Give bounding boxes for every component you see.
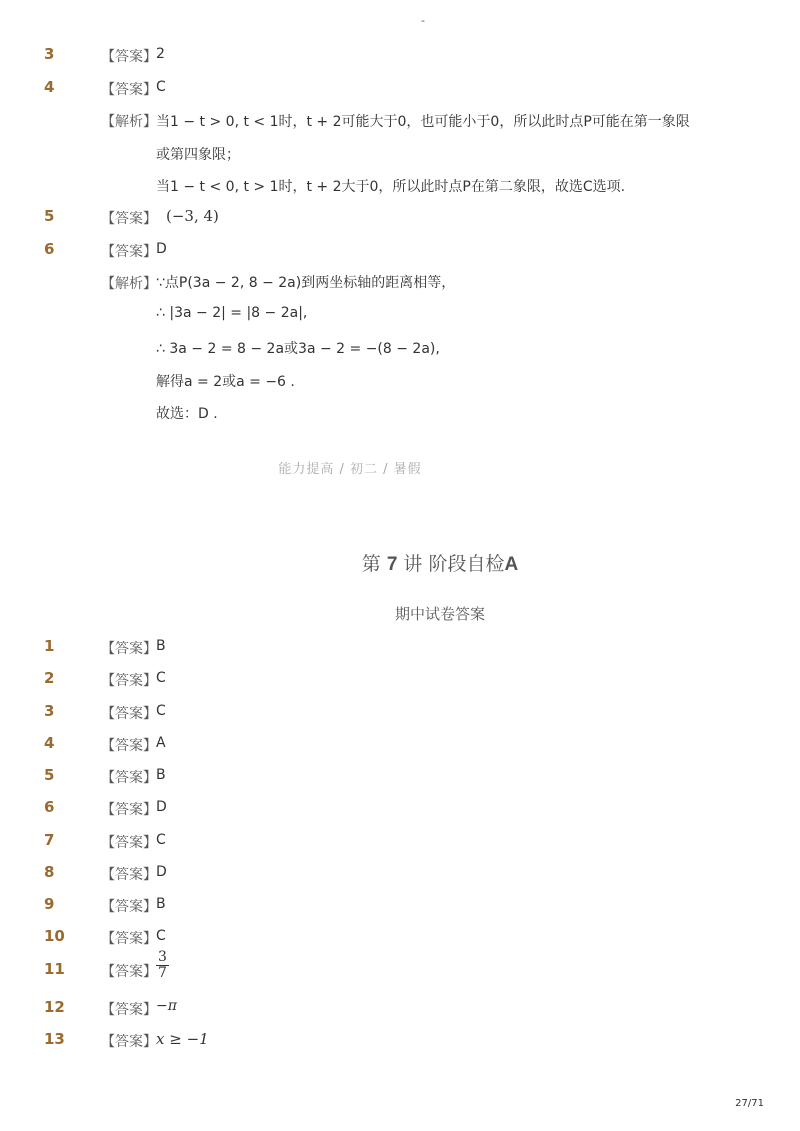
breadcrumb: 能力提高 / 初二 / 暑假 — [278, 462, 422, 477]
question-number: 3 — [44, 45, 55, 63]
answer-value: x ≥ −1 — [156, 1030, 209, 1048]
analysis-line: 当1 − t > 0, t < 1时，t + 2可能大于0，也可能小于0，所以此时点P可能在第一象限 — [156, 114, 690, 130]
analysis-line: ∴ 3a − 2 = 8 − 2a或3a − 2 = −(8 − 2a), — [156, 341, 440, 357]
analysis-tag: 【解析】 — [101, 276, 157, 292]
question-number: 6 — [44, 798, 55, 816]
answer-value: D — [156, 864, 167, 880]
page-number: 27/71 — [735, 1098, 764, 1109]
answer-value: 2 — [156, 46, 165, 62]
answer-tag: 【答案】 — [101, 1034, 157, 1050]
answer-value: D — [156, 241, 167, 257]
analysis-line: 或第四象限； — [156, 147, 240, 163]
analysis-line: 解得a = 2或a = −6 . — [156, 374, 295, 390]
analysis-line: 故选：D . — [156, 406, 218, 422]
answer-value: B — [156, 638, 166, 654]
answer-value: (−3, 4) — [166, 207, 219, 225]
answer-value: D — [156, 799, 167, 815]
chapter-number: 7 — [386, 554, 398, 575]
answer-tag: 【答案】 — [101, 738, 157, 754]
header-mark: - — [421, 14, 425, 27]
question-number: 7 — [44, 831, 55, 849]
answer-tag: 【答案】 — [101, 82, 157, 98]
answer-value: A — [156, 735, 166, 751]
answer-value: C — [156, 703, 166, 719]
question-number: 8 — [44, 863, 55, 881]
question-number: 3 — [44, 702, 55, 720]
question-number: 6 — [44, 240, 55, 258]
answer-tag: 【答案】 — [101, 641, 157, 657]
question-number: 11 — [44, 960, 65, 978]
question-number: 10 — [44, 927, 65, 945]
answer-value: C — [156, 832, 166, 848]
answer-tag: 【答案】 — [101, 802, 157, 818]
answer-value: B — [156, 896, 166, 912]
answer-tag: 【答案】 — [101, 835, 157, 851]
answer-fraction — [156, 950, 169, 980]
answer-tag: 【答案】 — [101, 211, 157, 227]
answer-tag: 【答案】 — [101, 49, 157, 65]
answer-tag: 【答案】 — [101, 964, 157, 980]
chapter-name: 讲 阶段自检 — [397, 553, 505, 575]
question-number: 2 — [44, 669, 55, 687]
answer-value: −π — [156, 998, 177, 1014]
answer-tag: 【答案】 — [101, 673, 157, 689]
analysis-line: ∴ |3a − 2| = |8 − 2a|, — [156, 305, 308, 321]
analysis-line: 当1 − t < 0, t > 1时，t + 2大于0，所以此时点P在第二象限，故选C选项. — [156, 179, 626, 195]
question-number: 5 — [44, 207, 55, 225]
fraction-denominator: 7 — [158, 964, 167, 981]
chapter-suffix: A — [504, 554, 519, 575]
question-number: 4 — [44, 78, 55, 96]
question-number: 9 — [44, 895, 55, 913]
answer-tag: 【答案】 — [101, 867, 157, 883]
answer-value: C — [156, 670, 166, 686]
chapter-title — [0, 549, 800, 576]
answer-tag: 【答案】 — [101, 931, 157, 947]
question-number: 12 — [44, 998, 65, 1016]
chapter-prefix: 第 — [361, 553, 387, 575]
answer-value: C — [156, 79, 166, 95]
analysis-tag: 【解析】 — [101, 114, 157, 130]
answer-value: C — [156, 928, 166, 944]
answer-tag: 【答案】 — [101, 244, 157, 260]
fraction-numerator: 3 — [158, 949, 167, 965]
question-number: 13 — [44, 1030, 65, 1048]
answer-tag: 【答案】 — [101, 899, 157, 915]
analysis-line: ∵点P(3a − 2, 8 − 2a)到两坐标轴的距离相等， — [156, 275, 456, 291]
answer-value: B — [156, 767, 166, 783]
question-number: 1 — [44, 637, 55, 655]
question-number: 5 — [44, 766, 55, 784]
answer-tag: 【答案】 — [101, 770, 157, 786]
section-title: 期中试卷答案 — [394, 605, 485, 623]
answer-tag: 【答案】 — [101, 1002, 157, 1018]
question-number: 4 — [44, 734, 55, 752]
answer-tag: 【答案】 — [101, 706, 157, 722]
